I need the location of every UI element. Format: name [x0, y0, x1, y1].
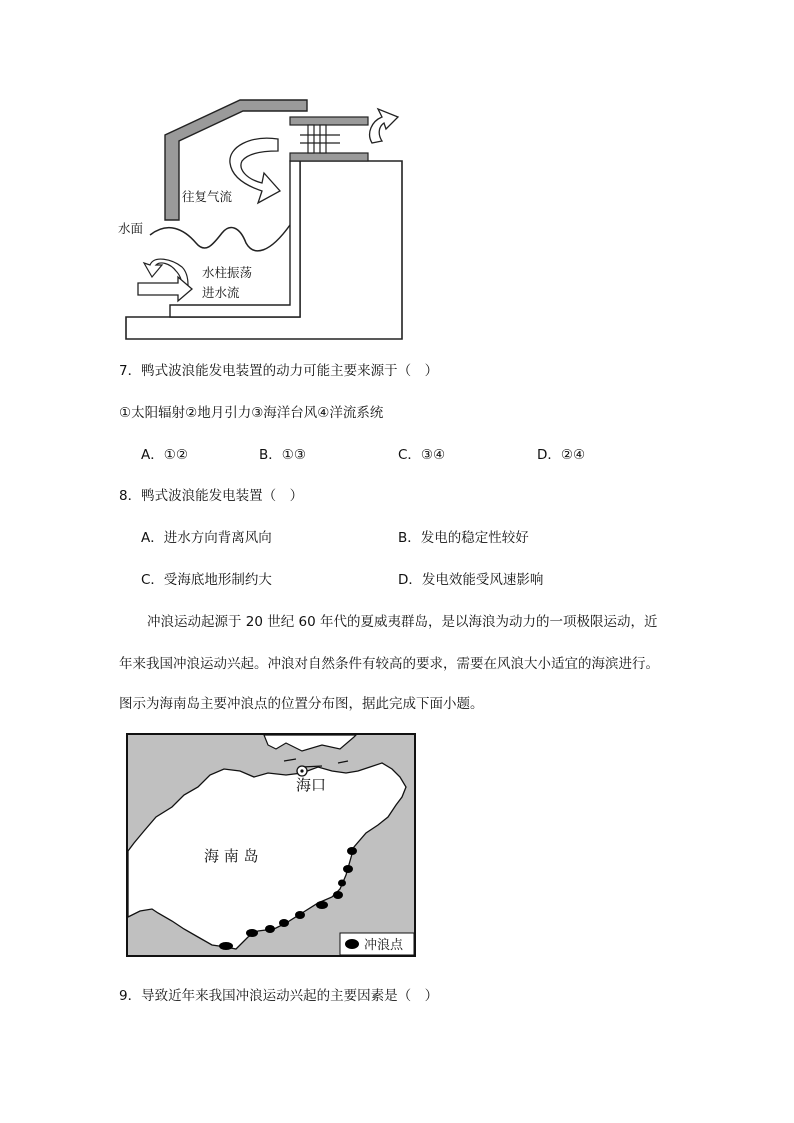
turbine-shaft [308, 125, 314, 153]
label-water-column: 水柱振荡 [202, 265, 253, 280]
hainan-surf-map [126, 733, 416, 957]
q7-option-c[interactable]: C．③④ [398, 447, 446, 463]
surf-spot [246, 929, 258, 937]
wave-energy-device-diagram [110, 95, 410, 345]
q7-choices: ①太阳辐射②地月引力③海洋台风④洋流系统 [119, 405, 384, 421]
turbine-plate-top [290, 117, 368, 125]
water-surface-wave [150, 225, 290, 251]
q8-option-d[interactable]: D．发电效能受风速影响 [398, 572, 544, 588]
turbine-shaft-2 [320, 125, 326, 153]
q7-option-b[interactable]: B．①③ [259, 447, 306, 463]
label-reciprocating-flow: 往复气流 [182, 189, 233, 204]
q7-option-d[interactable]: D．②④ [537, 447, 586, 463]
map-legend-label: 冲浪点 [364, 938, 404, 953]
map-island-label: 海 南 岛 [204, 847, 259, 865]
surf-spot [295, 911, 305, 919]
label-water-surface: 水面 [118, 221, 144, 236]
airflow-curved-arrow [230, 138, 280, 203]
q7-option-a[interactable]: A．①② [141, 447, 188, 463]
q7-stem: 7．鸭式波浪能发电装置的动力可能主要来源于（ ） [119, 363, 439, 379]
map-city-label: 海口 [296, 776, 327, 794]
turbine-plate-bottom [290, 153, 368, 161]
q8-option-a[interactable]: A．进水方向背离风向 [141, 530, 272, 546]
exhaust-curved-arrow [370, 109, 398, 143]
surf-spot [338, 880, 346, 887]
surf-spot [343, 865, 353, 873]
passage-line-1: 冲浪运动起源于 20 世纪 60 年代的夏威夷群岛，是以海浪为动力的一项极限运动，近 [147, 614, 658, 630]
surf-spot [333, 891, 343, 899]
surf-spot [265, 925, 275, 933]
legend-surf-marker [345, 939, 359, 949]
passage-line-2: 年来我国冲浪运动兴起。冲浪对自然条件有较高的要求，需要在风浪大小适宜的海滨进行。 [119, 656, 659, 672]
surf-spot [347, 847, 357, 855]
surf-spot [279, 919, 289, 927]
surf-spot [316, 901, 328, 909]
surf-spot [219, 942, 233, 950]
q8-option-c[interactable]: C．受海底地形制约大 [141, 572, 272, 588]
label-inflow: 进水流 [202, 285, 240, 300]
q8-stem: 8．鸭式波浪能发电装置（ ） [119, 488, 304, 504]
q8-option-b[interactable]: B．发电的稳定性较好 [398, 530, 529, 546]
q9-stem: 9．导致近年来我国冲浪运动兴起的主要因素是（ ） [119, 988, 439, 1004]
passage-line-3: 图示为海南岛主要冲浪点的位置分布图，据此完成下面小题。 [119, 696, 484, 712]
